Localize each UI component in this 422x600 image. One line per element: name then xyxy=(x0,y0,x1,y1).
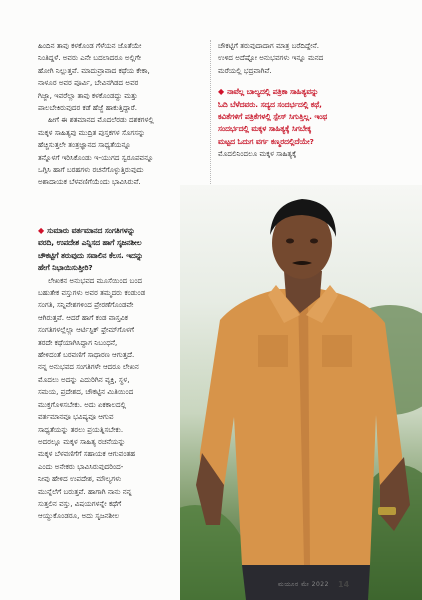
text-line: ಹೀಗೆ ಈ ಶತಮಾನದ ಮೊದಲೆರಡು ದಶಕಗಳಲ್ಲಿ xyxy=(48,115,154,125)
text-line: ನಾಳೂರ ಅವರ ಪೂರ್ವಿ, ಬೇವಿನಗಿಡದ ಅವರ xyxy=(38,78,139,88)
text-line: ಉಳಿದ ಅದೆಷ್ಟೋ ಅನುಭವಗಳು ಇನ್ನೂ ಮನದ xyxy=(218,53,324,63)
text-line: ವರ್ತಮಾನವೂ ಭವಿಷ್ಯವೂ ಆಗುವ xyxy=(38,412,114,422)
text-line: ತರದೇ ಕಥೆಯಾಗಿಸಿದ್ದಾಗ ನಿಬಂಧನೆ, xyxy=(38,337,118,347)
question-line: ಓದಿ ಬೆಳೆದವರು. ಸದ್ಯದ ಸಂದರ್ಭದಲ್ಲಿ ಕಥೆ, xyxy=(218,99,322,109)
text-line: ಸುತ್ತಲಿನ ವಸ್ತು, ವಿಷಯಗಳನ್ನೇ ಕಥೆಗೆ xyxy=(38,498,122,508)
question-line: ಕವಿತೆಗಳಿಗೆ ಪತ್ರಿಕೆಗಳಲ್ಲಿ ಸ್ಪೇಸ್ ಸಿಗುತ್ತಿಲ್ಲ. ಇಂಥ xyxy=(218,112,328,122)
text-line: ಹೆಚ್ಚಿಸುತ್ತಲೇ ತಂತ್ರಜ್ಞಾನದ ಸಾಧ್ಯತೆಯನ್ನೂ xyxy=(38,140,131,150)
text-line: ಆಯ್ದುಕೊಂಡರೂ, ಅದು ಸೃಜನಶೀಲ xyxy=(38,511,120,521)
text-line: ಮರೆಯಲ್ಲಿ ಭದ್ರವಾಗಿವೆ. xyxy=(218,65,272,75)
person-figure xyxy=(180,185,422,600)
question-line: ಸುಮಾರು ವರ್ತಮಾನದ ಸಂಗತಿಗಳನ್ನು xyxy=(47,226,135,235)
diamond-bullet-icon: ◆ xyxy=(38,226,45,235)
text-line: ಗಿಜ್ಜಾ, ಇವರೆಲ್ಲಾ ತಾವು ಕಳಕೊಂಡದ್ದು ಮತ್ತು xyxy=(38,90,138,100)
text-line: ಅದರಲ್ಲೂ ಮಕ್ಕಳ ಸಾಹಿತ್ಯ ರಚನೆಯನ್ನು xyxy=(38,436,126,446)
question-line: ಚೌಕಟ್ಟಿಗೆ ತರುವುದು ಸವಾಲಿನ ಕೆಲಸ. ಇದನ್ನು xyxy=(38,250,144,260)
question-line: ವರದಿ, ಉಪದೇಶ ಎನ್ನಿಸದ ಹಾಗೆ ಸೃಜನಶೀಲ xyxy=(38,238,142,248)
question-line: ಹೇಗೆ ನಿಭಾಯಿಸುತ್ತೀರಿ? xyxy=(38,263,93,273)
issue-date: ಮೇ 2022 xyxy=(301,581,329,588)
text-line: ಮೊದಲು ಅದನ್ನು ಎದುರಿಗಿನ ವ್ಯಕ್ತಿ, ಸ್ಥಳ, xyxy=(38,374,130,384)
text-line: ನೀವು ಹೇಳಿದ ಉಪದೇಶ, ಮೌಲ್ಯಗಳು xyxy=(38,474,122,484)
text-line: ಹಿಂದಿನ ತಾವು ಕಳಕೊಂಡ ಗೆಳೆಯನ ಜೊತೆಯೇ xyxy=(38,41,142,50)
magazine-name: ಮಯೂರ xyxy=(278,581,299,588)
left-top-column xyxy=(38,40,206,189)
text-line: ಎಂದು ಅನೇಕರು ಭಾವಿಸಿರುವುದರಿಂದ- xyxy=(38,461,124,471)
text-line: ಆಗಿರುತ್ತವೆ. ಆದರೆ ಹಾಗೆ ಕಂಡ ವಾಸ್ತವಿಕ xyxy=(38,312,128,322)
author-photo xyxy=(180,185,422,600)
text-line: ಮುಕ್ತಗೊಳಿಸಬೇಕು. ಅದು ಏಕಕಾಲದಲ್ಲಿ xyxy=(38,399,126,409)
text-line: ಹೇಳಿದಂತೆ ಬರವಣಿಗೆ ಸಾಧಾರಣ ಆಗುತ್ತದೆ. xyxy=(38,350,135,360)
text-line: ಮಕ್ಕಳ ಬೆಳವಣಿಗೆಗೆ ಸಹಾಯಕ ಆಗುವಂತಹ xyxy=(38,449,136,459)
interview-question xyxy=(38,225,200,237)
answer-line: ಮೊದಲಿನಿಂದಲೂ ಮಕ್ಕಳ ಸಾಹಿತ್ಯಕ್ಕೆ xyxy=(218,149,297,159)
text-line: ಸಂಗತಿಗಳಲ್ಲೆಲ್ಲಾ ಆರ್ಟಿಸ್ಟಿಕ್ ಫ್ರೇಮ್‌ಗೊಳಗೆ xyxy=(38,325,134,335)
text-line: ಅಶಾದಾಯಕ ಬೆಳವಣಿಗೆಯೆಂದು ಭಾವಿಸಿರುವೆ. xyxy=(38,177,141,187)
magazine-footer xyxy=(278,581,329,589)
left-bottom-column xyxy=(38,225,200,523)
right-top-column xyxy=(218,40,388,161)
question-line: ನಾವೆಲ್ಲ ಬಾಲ್ಯದಲ್ಲಿ ಪತ್ರಿಕಾ ಸಾಹಿತ್ಯವನ್ನು xyxy=(227,87,319,97)
text-line: ಸಾಧ್ಯತೆಯನ್ನು ತರಲು ಪ್ರಯತ್ನಿಸಬೇಕು. xyxy=(38,424,124,434)
text-line: ಲೇಖಕನ ಅನುಭವದ ಮೂಸೆಯಿಂದ ಬಂದ xyxy=(48,275,143,285)
text-line: ಒಗ್ಗಿಸಿ ಹಾಗೆ ಬರಹಗಳು ರಚನೆಗೊಳ್ಳುತ್ತಿರುವುದು xyxy=(38,165,144,175)
text-line: ನಿಂತಿದ್ದಳೆ. ಅವರು ಎನೇ ಬದಲಾದರೂ ಅಲ್ಲಿಗೇ xyxy=(38,53,142,63)
text-line: ಮುನ್ನೆಲೆಗೆ ಬರುತ್ತವೆ. ಹಾಗಾಗಿ ನಾನು ನನ್ನ xyxy=(38,486,132,496)
diamond-bullet-icon: ◆ xyxy=(218,87,225,97)
interview-question xyxy=(218,86,388,98)
page-number: 14 xyxy=(338,580,350,589)
text-line: ಮಕ್ಕಳ ಸಾಹಿತ್ಯವು ಮುದ್ರಿತ ಪುಸ್ತಕಗಳ ಸೊಗಸನ್ನು xyxy=(38,127,146,137)
text-line: ಚೌಕಟ್ಟಿಗೆ ತರುವುದಾದಾಗ ಮಾತ್ರ ಬರೆದಿದ್ದೇನೆ. xyxy=(218,41,320,50)
text-line: ತನ್ನೊಳಗೆ ಇರಿಸಿಕೊಂಡು ಇ-ಯುಗದ ಸ್ವರೂಪವನ್ನೂ xyxy=(38,152,154,162)
text-line: ಪಾಲಬೇಕಿರುವುದರ ಕಡೆ ಹೆಜ್ಜೆ ಹಾಕುತ್ತಿದ್ದಾರೆ. xyxy=(38,103,138,113)
text-line: ಹೋಗಿ ನಿಲ್ಲುತ್ತವೆ. ಮಾದುವ್ರಾವಾದ ಕಥೆಯ ಕೇಕಾ, xyxy=(38,65,150,75)
text-line: ಬಹುತೇಕ ವಸ್ತುಗಳು ಅವರ ತಮ್ಮದರು ಕಂಡುಂಡ xyxy=(38,288,146,298)
question-line: ಮಟ್ಟದ ಓದುಗ ವರ್ಗ ಕಣ್ಮರದಲ್ಲಿದೆಯೇ? xyxy=(218,136,314,146)
text-line: ಸಂಗತಿ, ಸನ್ನಿವೇಶಗಳಿಂದ ಪ್ರೇರಣೆಗೊಂಡವೇ xyxy=(38,300,134,310)
text-line: ಸಮಯ, ಪ್ರದೇಶದ, ಚೌಕಟ್ಟಿನ ಮಿತಿಯಿಂದ xyxy=(38,387,134,397)
question-line: ಸಂದರ್ಭದಲ್ಲಿ ಮಕ್ಕಳ ಸಾಹಿತ್ಯಕ್ಕೆ ಸಿಗಬೇಕ್ಕ xyxy=(218,124,312,134)
text-line: ನನ್ನ ಅನುಭವದ ಸಂಗತಿಗಳೇ ಆದರೂ ಲೇಖನ xyxy=(38,362,139,372)
